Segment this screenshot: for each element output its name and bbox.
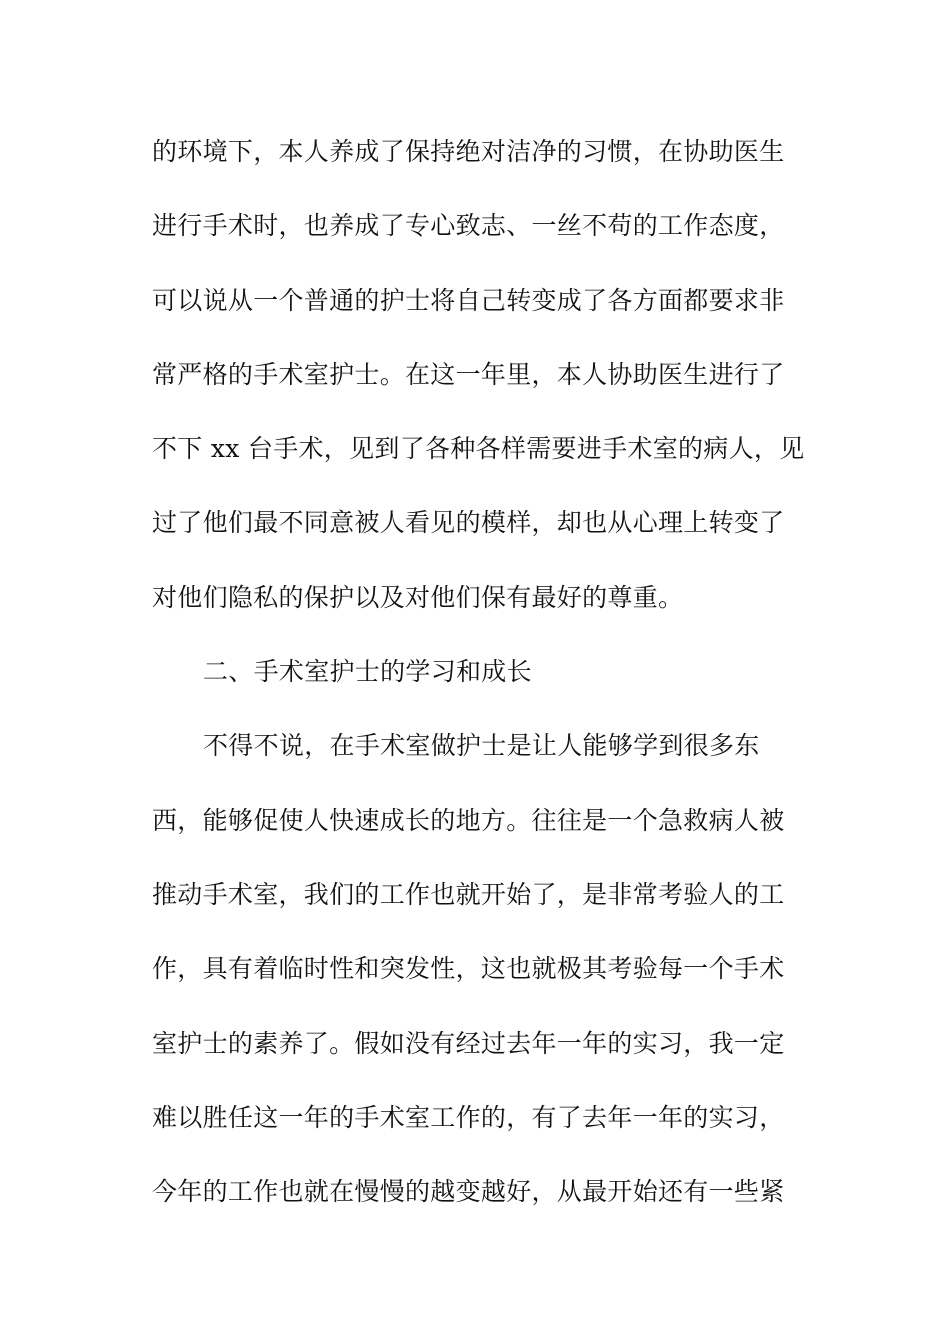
section-heading: 二、手术室护士的学习和成长 [203, 657, 532, 687]
text-line: 难以胜任这一年的手术室工作的，有了去年一年的实习， [152, 1102, 785, 1132]
text-line: 室护士的素养了。假如没有经过去年一年的实习，我一定 [152, 1028, 785, 1058]
text-line: 可以说从一个普通的护士将自己转变成了各方面都要求非 [152, 285, 785, 315]
text-line: 常严格的手术室护士。在这一年里，本人协助医生进行了 [152, 359, 785, 389]
text-line: 西，能够促使人快速成长的地方。往往是一个急救病人被 [152, 805, 785, 835]
text-line: 的环境下，本人养成了保持绝对洁净的习惯，在协助医生 [152, 137, 785, 166]
text-line: 推动手术室，我们的工作也就开始了，是非常考验人的工 [152, 879, 785, 909]
text-line: 今年的工作也就在慢慢的越变越好，从最开始还有一些紧 [152, 1177, 785, 1207]
text-line: 作，具有着临时性和突发性，这也就极其考验每一个手术 [152, 954, 785, 984]
text-line: 过了他们最不同意被人看见的模样，却也从心理上转变了 [152, 508, 785, 538]
text-line: 不下 xx 台手术，见到了各种各样需要进手术室的病人，见 [152, 434, 805, 464]
body-text [152, 128, 812, 1242]
text-line: 对他们隐私的保护以及对他们保有最好的尊重。 [152, 582, 684, 612]
text-line: 进行手术时，也养成了专心致志、一丝不苟的工作态度， [152, 211, 785, 241]
text-line: 不得不说，在手术室做护士是让人能够学到很多东 [203, 731, 760, 761]
